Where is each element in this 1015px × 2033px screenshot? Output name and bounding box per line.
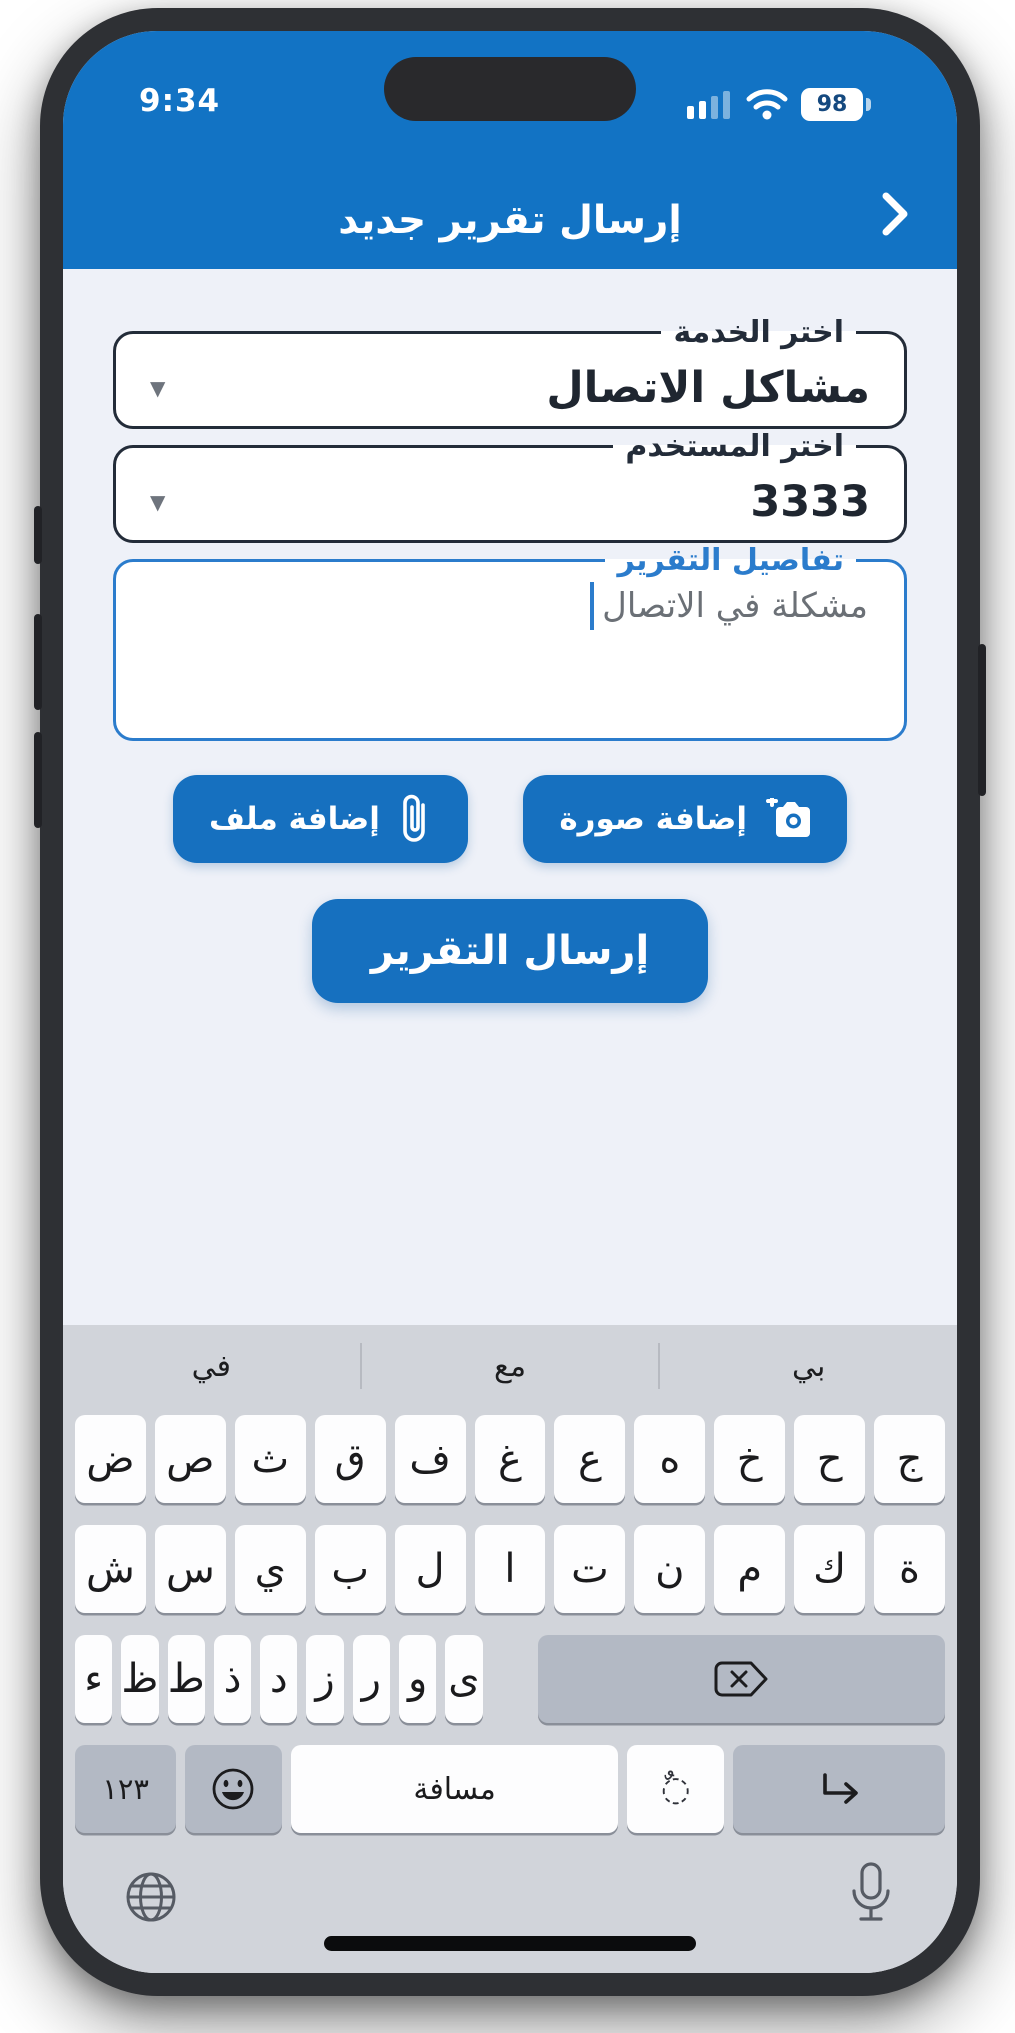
phone-screen bbox=[63, 31, 957, 1973]
dynamic-island bbox=[384, 57, 636, 121]
volume-up-button bbox=[34, 614, 42, 710]
add-photo-label: إضافة صورة bbox=[559, 801, 747, 837]
battery-nub bbox=[866, 98, 871, 111]
details-text: مشكلة في الاتصال bbox=[602, 586, 868, 626]
key-ظ[interactable]: ظ bbox=[121, 1635, 158, 1723]
camera-plus-icon bbox=[765, 798, 811, 840]
status-icons bbox=[687, 87, 863, 121]
user-select-label: اختر المستخدم bbox=[625, 429, 844, 464]
key-ف[interactable]: ف bbox=[395, 1415, 466, 1503]
volume-down-button bbox=[34, 732, 42, 828]
add-file-label: إضافة ملف bbox=[209, 801, 380, 837]
suggestion-3[interactable]: بي bbox=[792, 1348, 826, 1384]
key-س[interactable]: س bbox=[155, 1525, 226, 1613]
smiley-icon bbox=[210, 1766, 256, 1812]
key-ي[interactable]: ي bbox=[235, 1525, 306, 1613]
service-select[interactable] bbox=[113, 315, 907, 429]
key-ن[interactable]: ن bbox=[634, 1525, 705, 1613]
key-ش[interactable]: ش bbox=[75, 1525, 146, 1613]
wifi-icon bbox=[745, 87, 789, 121]
return-arrow-icon bbox=[811, 1767, 867, 1811]
key-row-2 bbox=[75, 1525, 945, 1613]
service-select-label: اختر الخدمة bbox=[673, 315, 844, 350]
arabic-keyboard bbox=[63, 1325, 957, 1973]
key-ث[interactable]: ث bbox=[235, 1415, 306, 1503]
key-و[interactable]: و bbox=[399, 1635, 436, 1723]
mute-switch bbox=[34, 506, 42, 564]
paperclip-icon bbox=[398, 793, 432, 845]
key-خ[interactable]: خ bbox=[714, 1415, 785, 1503]
numbers-key[interactable]: ١٢٣ bbox=[75, 1745, 176, 1833]
key-row-3-letters bbox=[75, 1635, 483, 1723]
key-ج[interactable]: ج bbox=[874, 1415, 945, 1503]
key-ذ[interactable]: ذ bbox=[214, 1635, 251, 1723]
add-file-button[interactable] bbox=[173, 775, 468, 863]
key-ك[interactable]: ك bbox=[794, 1525, 865, 1613]
key-ق[interactable]: ق bbox=[315, 1415, 386, 1503]
key-ض[interactable]: ض bbox=[75, 1415, 146, 1503]
signal-icon bbox=[687, 89, 733, 119]
key-ز[interactable]: ز bbox=[306, 1635, 343, 1723]
key-ه[interactable]: ه bbox=[634, 1415, 705, 1503]
add-photo-button[interactable] bbox=[523, 775, 847, 863]
attachment-buttons bbox=[113, 775, 907, 863]
user-select[interactable] bbox=[113, 429, 907, 543]
key-م[interactable]: م bbox=[714, 1525, 785, 1613]
key-ل[interactable]: ل bbox=[395, 1525, 466, 1613]
key-ط[interactable]: ط bbox=[168, 1635, 205, 1723]
key-ى[interactable]: ى bbox=[445, 1635, 482, 1723]
user-select-value: 3333 bbox=[750, 477, 870, 527]
suggestion-bar bbox=[63, 1325, 957, 1407]
back-chevron-icon[interactable] bbox=[879, 189, 911, 239]
key-ب[interactable]: ب bbox=[315, 1525, 386, 1613]
key-د[interactable]: د bbox=[260, 1635, 297, 1723]
key-ص[interactable]: ص bbox=[155, 1415, 226, 1503]
key-ا[interactable]: ا bbox=[475, 1525, 546, 1613]
mic-icon[interactable] bbox=[849, 1861, 893, 1925]
keyboard-function-row bbox=[63, 1855, 957, 1973]
submit-report-button[interactable]: إرسال التقرير bbox=[312, 899, 708, 1003]
phone-frame bbox=[40, 8, 980, 1996]
app-header bbox=[63, 31, 957, 269]
return-key[interactable] bbox=[733, 1745, 945, 1833]
suggestion-1[interactable]: في bbox=[191, 1348, 232, 1384]
backspace-icon bbox=[712, 1658, 770, 1700]
text-cursor bbox=[590, 582, 594, 630]
space-key[interactable]: مسافة bbox=[291, 1745, 619, 1833]
home-indicator[interactable] bbox=[324, 1936, 696, 1951]
status-time: 9:34 bbox=[139, 83, 221, 119]
key-ء[interactable]: ء bbox=[75, 1635, 112, 1723]
power-button bbox=[978, 644, 986, 796]
emoji-key[interactable] bbox=[185, 1745, 281, 1833]
backspace-key[interactable] bbox=[538, 1635, 946, 1723]
key-row-3 bbox=[75, 1635, 945, 1723]
battery-percent: 98 bbox=[816, 91, 848, 117]
details-textarea[interactable] bbox=[113, 543, 907, 741]
key-ة[interactable]: ة bbox=[874, 1525, 945, 1613]
key-row-4 bbox=[75, 1745, 945, 1833]
caret-down-icon: ▼ bbox=[150, 490, 166, 514]
battery-indicator bbox=[801, 88, 863, 121]
page-title: إرسال تقرير جديد bbox=[338, 198, 682, 243]
caret-down-icon: ▼ bbox=[150, 376, 166, 400]
key-ت[interactable]: ت bbox=[554, 1525, 625, 1613]
key-row-1 bbox=[75, 1415, 945, 1503]
service-select-value: مشاكل الاتصال bbox=[546, 363, 870, 413]
key-ع[interactable]: ع bbox=[554, 1415, 625, 1503]
key-ر[interactable]: ر bbox=[353, 1635, 390, 1723]
report-form bbox=[63, 269, 957, 1325]
tashkeel-key[interactable]: ◌ٌ bbox=[627, 1745, 723, 1833]
key-ح[interactable]: ح bbox=[794, 1415, 865, 1503]
globe-icon[interactable] bbox=[123, 1869, 179, 1925]
key-غ[interactable]: غ bbox=[475, 1415, 546, 1503]
details-label: تفاصيل التقرير bbox=[617, 543, 844, 578]
suggestion-2[interactable]: مع bbox=[493, 1348, 527, 1384]
